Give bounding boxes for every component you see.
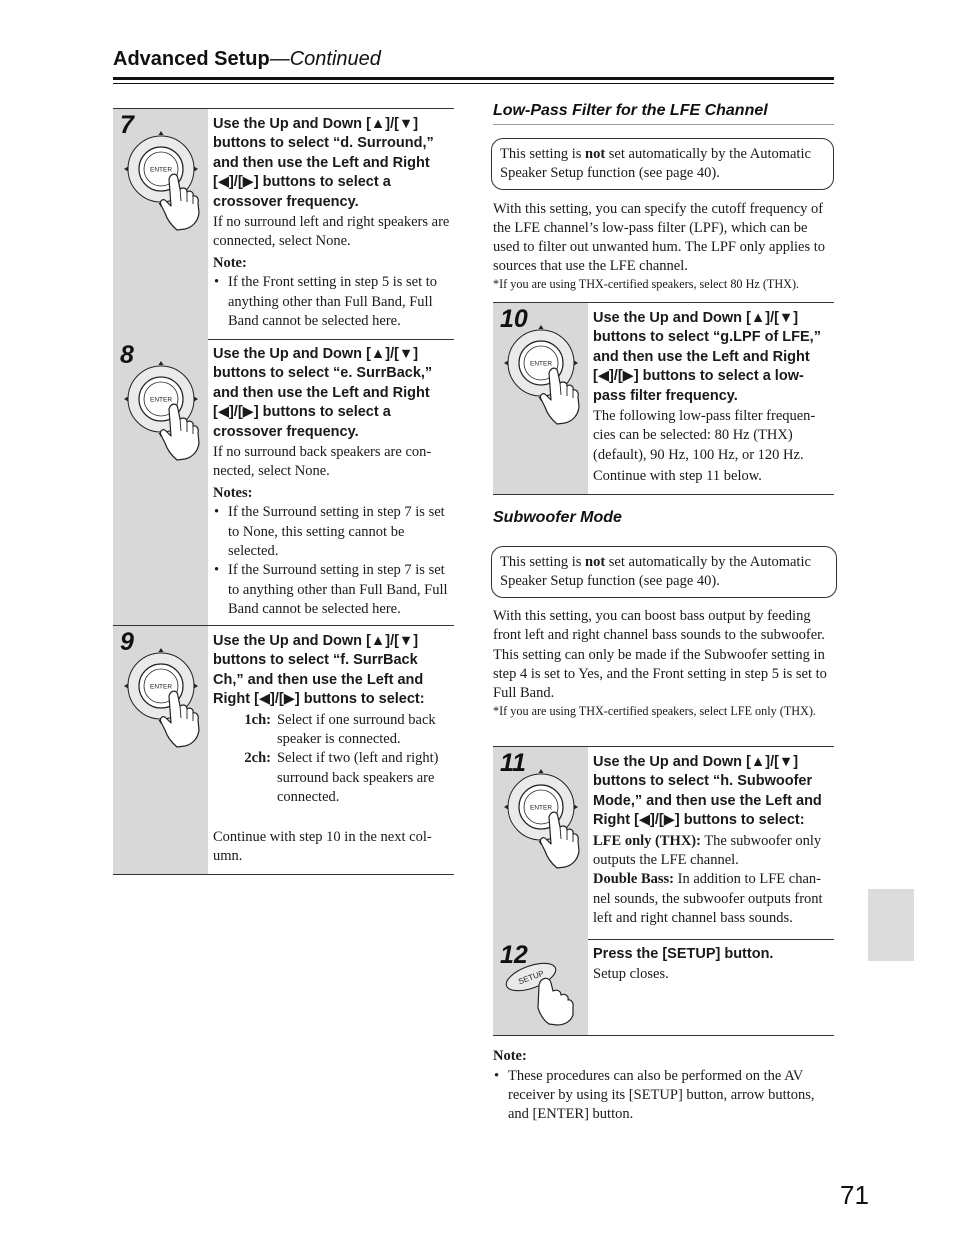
option-lfe-only: [593, 832, 830, 871]
header-title: Advanced Setup: [113, 48, 270, 70]
option-key: Double Bass:: [593, 871, 674, 888]
lpf-footnote: *If you are using THX-certified speakers, select 80 Hz (THX).: [493, 277, 800, 291]
header-rule: [113, 77, 834, 80]
step-instruction: Use the Up and Down [▲]/[▼] buttons to select “g.LPF of LFE,” and then use the Left and Right [◀]/[▶] buttons to select a low-pass filter frequency.: [593, 310, 821, 404]
step-7-illustration-column: [113, 109, 208, 339]
step-9: [113, 626, 454, 875]
step-7: [113, 108, 454, 340]
step-body: Setup closes.: [593, 966, 669, 983]
option-text: In addition to LFE chan-nel sounds, the subwoofer outputs front left and right channel bass sounds.: [593, 871, 823, 927]
note-item: • If the Surround setting in step 7 is set to anything other than Full Band, Full Band cannot be selected here.: [213, 561, 450, 619]
page-number: 71: [840, 1180, 869, 1210]
final-note-title: Note:: [493, 1048, 527, 1064]
step-number: 11: [500, 749, 526, 777]
step-continue: Continue with step 11 below.: [593, 468, 762, 485]
step-9-text: [208, 626, 454, 874]
enter-label: ENTER: [529, 360, 553, 368]
enter-label: ENTER: [149, 166, 173, 174]
header-continued: —Continued: [269, 48, 381, 70]
step-8: [113, 339, 454, 626]
step-10: [493, 302, 834, 495]
step-11-text: [588, 747, 834, 939]
step-number: 8: [120, 341, 134, 369]
remote-enter-dial-icon: [499, 747, 589, 887]
step-instruction: Use the Up and Down [▲]/[▼] buttons to select “h. Subwoofer Mode,” and then use the Left and Right [◀]/[▶] buttons to select:: [593, 754, 822, 829]
step-12: [493, 939, 834, 1036]
option-double-bass: [593, 870, 830, 928]
note-title: Notes:: [213, 484, 253, 501]
final-note-list: [493, 1067, 836, 1124]
step-instruction: Use the Up and Down [▲]/[▼] buttons to select “e. SurrBack,” and then use the Left and Right [◀]/[▶] buttons to select a crossover frequency.: [213, 346, 433, 440]
option-text: Select if two (left and right) surround back speakers are connected.: [277, 750, 439, 806]
section-title-lpf: Low-Pass Filter for the LFE Channel: [493, 102, 834, 125]
step-12-illustration-column: [493, 939, 588, 1035]
subwoofer-paragraph-1: With this setting, you can boost bass output by feeding front left and right channel bass sounds to the subwoofer.: [493, 608, 825, 643]
step-8-illustration-column: [113, 339, 208, 625]
box-text-bold: not: [585, 146, 606, 162]
option-2ch: [213, 749, 450, 807]
enter-label: ENTER: [149, 396, 173, 404]
side-tab: [868, 889, 914, 961]
option-text: The subwoofer only outputs the LFE channel.: [593, 832, 822, 869]
header-rule-thin: [113, 83, 834, 84]
box-text-post: set automatically by the Automatic Speaker Setup function (see page 40).: [500, 146, 811, 181]
step-7-text: [208, 109, 454, 339]
step-number: 9: [120, 628, 134, 656]
step-continue: Continue with step 10 in the next col-umn.: [213, 828, 432, 865]
step-11-illustration-column: [493, 747, 588, 939]
lpf-info-box: [491, 138, 834, 190]
step-8-text: [208, 339, 454, 625]
enter-label: ENTER: [149, 683, 173, 691]
step-instruction: Use the Up and Down [▲]/[▼] buttons to select “d. Surround,” and then use the Left and Right [◀]/[▶] buttons to select a crossover frequency.: [213, 116, 434, 210]
step-body: If no surround back speakers are con-nected, select None.: [213, 444, 432, 480]
remote-enter-dial-icon: [499, 303, 589, 443]
setup-button-icon: [499, 941, 585, 1031]
step-number: 10: [500, 305, 528, 333]
final-note-item: • These procedures can also be performed on the AV receiver by using its [SETUP] button, arrow buttons, and [ENTER] button.: [493, 1067, 836, 1124]
option-key: LFE only (THX):: [593, 832, 701, 849]
option-key: 2ch:: [244, 750, 271, 767]
option-text: Select if one surround back speaker is connected.: [277, 711, 436, 748]
step-11: [493, 746, 834, 940]
lpf-paragraph: With this setting, you can specify the cutoff frequency of the LFE channel’s low-pass filter (LPF), which can be used to filter out unwanted hum. The LPF only applies to sources that use the LFE channel.: [493, 201, 825, 274]
enter-label: ENTER: [529, 804, 553, 812]
subwoofer-footnote: *If you are using THX-certified speakers, select LFE only (THX).: [493, 704, 816, 718]
step-number: 7: [120, 111, 134, 139]
option-1ch: [213, 711, 450, 750]
step-number: 12: [500, 941, 528, 969]
note-item: • If the Surround setting in step 7 is set to None, this setting cannot be selected.: [213, 503, 450, 561]
step-body: If no surround left and right speakers are connected, select None.: [213, 214, 450, 250]
step-9-illustration-column: [113, 626, 208, 874]
section-title-subwoofer: Subwoofer Mode: [493, 509, 622, 526]
note-list: [213, 273, 450, 331]
box-text-pre: This setting is: [500, 146, 585, 162]
step-body: The following low-pass filter frequen-cies can be selected: 80 Hz (THX) (default), 90 Hz, 100 Hz, or 120 Hz.: [593, 408, 816, 463]
step-10-text: [588, 303, 834, 494]
remote-enter-dial-icon: [119, 339, 209, 479]
step-instruction: Press the [SETUP] button.: [593, 946, 774, 962]
note-item: • If the Front setting in step 5 is set to anything other than Full Band, Full Band cannot be selected here.: [213, 273, 450, 331]
option-key: 1ch:: [244, 711, 271, 728]
box-text-bold: not: [585, 554, 606, 570]
subwoofer-paragraph-2: This setting can only be made if the Subwoofer setting in step 4 is set to Yes, and the Front setting in step 5 is set to Full Band.: [493, 647, 827, 701]
step-instruction: Use the Up and Down [▲]/[▼] buttons to select “f. SurrBack Ch,” and then use the Left and Right [◀]/[▶] buttons to select:: [213, 633, 425, 708]
note-title: Note:: [213, 254, 247, 271]
page-header: [113, 48, 833, 71]
box-text-pre: This setting is: [500, 554, 585, 570]
remote-enter-dial-icon: [119, 626, 209, 766]
step-12-text: [588, 939, 834, 1035]
remote-enter-dial-icon: [119, 109, 209, 249]
step-10-illustration-column: [493, 303, 588, 494]
subwoofer-info-box: [491, 546, 837, 598]
note-list: [213, 503, 450, 619]
setup-label: SETUP: [517, 968, 546, 987]
box-text-post: set automatically by the Automatic Speaker Setup function (see page 40).: [500, 554, 811, 589]
